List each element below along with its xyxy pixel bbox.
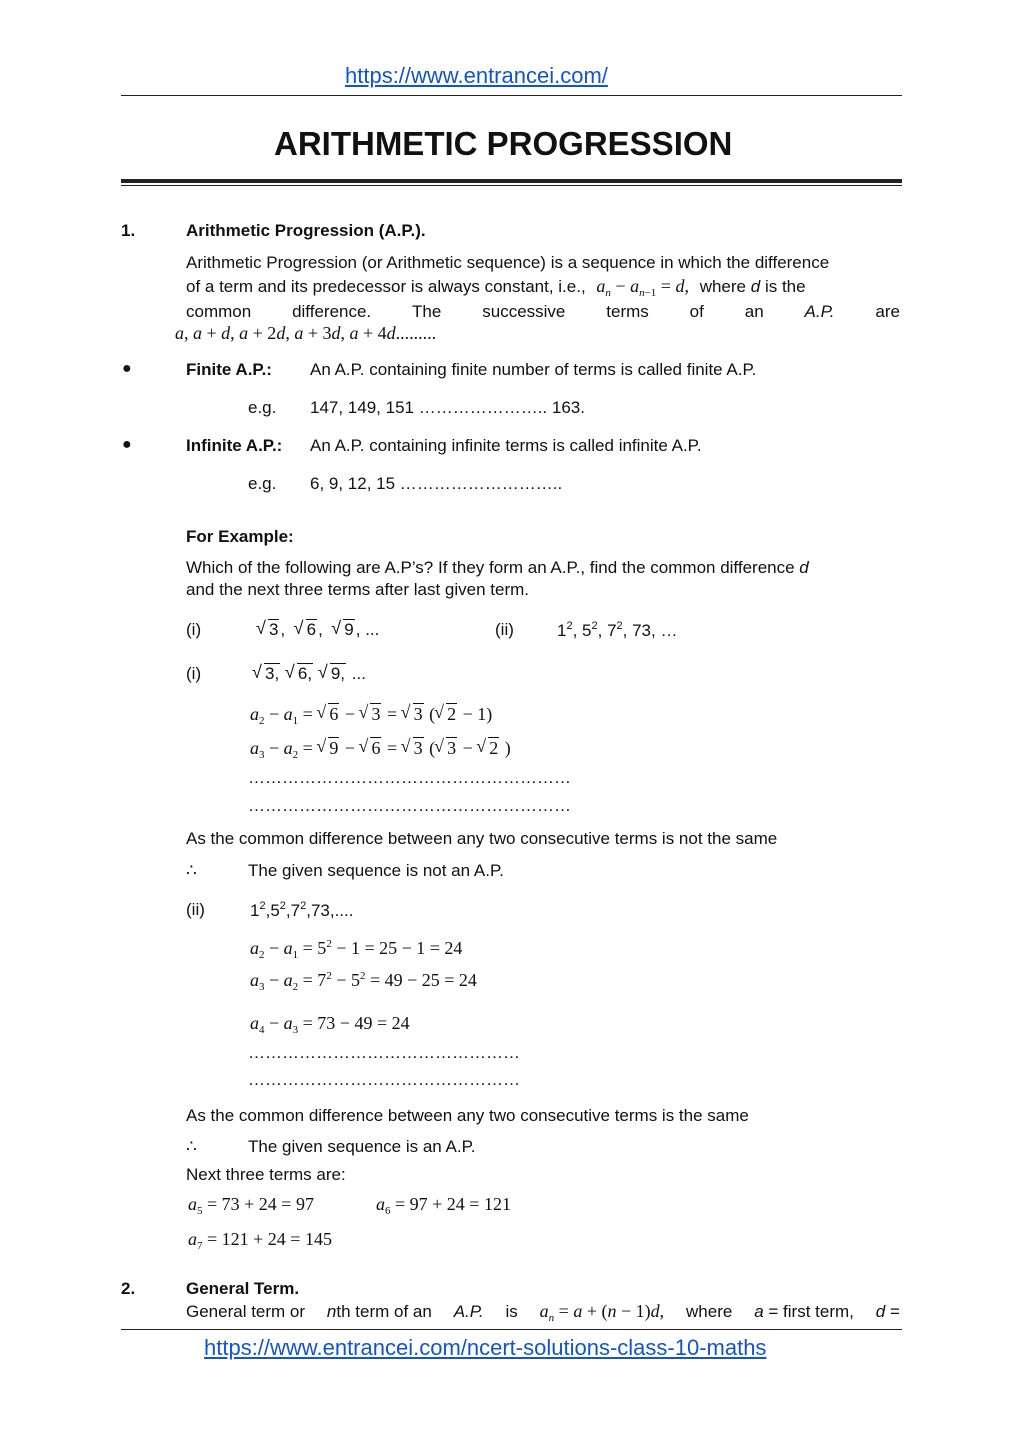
question-line: and the next three terms after last given term.	[186, 580, 529, 599]
equation: $a_6 = 97 + 24 = 121$	[376, 1194, 511, 1217]
finite-example: 147, 149, 151 ………………….. 163.	[310, 398, 585, 417]
dots: …………………………………………	[248, 1043, 520, 1062]
sequence-i: √ 3, √ 6, √ 9, ...	[253, 664, 366, 684]
general-term-line: General term or nth term of an A.P. is $a_n = a + (n - 1)d$, where a = first term, d =	[186, 1301, 900, 1324]
page-title: ARITHMETIC PROGRESSION	[274, 125, 733, 162]
finite-label: Finite A.P.:	[186, 360, 272, 379]
sequence-formula: a, a + d, a + 2d, a + 3d, a + 4d.........	[175, 323, 437, 343]
equation: $a_5 = 73 + 24 = 97$	[188, 1194, 314, 1217]
bullet-icon: ●	[122, 360, 132, 377]
title-rule-thin	[121, 185, 902, 186]
definition-line: common difference. The successive terms of an A.P. are	[186, 302, 900, 321]
header-url[interactable]: https://www.entrancei.com/	[345, 63, 608, 88]
sequence-ii: $1^2,5^2,7^2,73$,....	[250, 900, 354, 920]
label-ii: (ii)	[186, 900, 205, 919]
equation: $a_7 = 121 + 24 = 145$	[188, 1229, 332, 1252]
definition-line: Arithmetic Progression (or Arithmetic sequence) is a sequence in which the difference	[186, 253, 830, 272]
infinite-label: Infinite A.P.:	[186, 436, 283, 455]
sequence-ii: $1^2$, $5^2$, $7^2$, 73, …	[557, 620, 678, 640]
example-heading: For Example:	[186, 527, 294, 546]
therefore-icon: ∴	[186, 1137, 197, 1156]
label-ii: (ii)	[495, 620, 514, 639]
dots: …………………………………………	[248, 1070, 520, 1089]
conclusion: As the common difference between any two consecutive terms is not the same	[186, 829, 778, 848]
equation: $a_4 - a_3 = 73 - 49 = 24$	[250, 1013, 410, 1036]
equation: $a_3 - a_2$ = √ 9 − √ 6 = √ 3 (√ 3 − √ 2 )	[250, 738, 511, 761]
label-i: (i)	[186, 620, 202, 639]
sequence-i: √ 3 , √ 6 , √ 9 , ...	[257, 620, 379, 640]
conclusion: The given sequence is not an A.P.	[248, 861, 504, 880]
bullet-icon: ●	[122, 436, 132, 453]
equation: $a_2 - a_1 = 5^2 - 1 = 25 - 1 = 24$	[250, 938, 463, 961]
conclusion: As the common difference between any two consecutive terms is the same	[186, 1106, 749, 1125]
eg-label: e.g.	[248, 474, 277, 493]
therefore-icon: ∴	[186, 861, 197, 880]
equation: $a_3 - a_2 = 7^2 - 5^2 = 49 - 25 = 24$	[250, 970, 477, 993]
eg-label: e.g.	[248, 398, 277, 417]
conclusion: The given sequence is an A.P.	[248, 1137, 476, 1156]
finite-text: An A.P. containing finite number of terms is called finite A.P.	[310, 360, 757, 379]
label-i: (i)	[186, 664, 202, 683]
section-number: 2.	[121, 1279, 136, 1298]
footer-url[interactable]: https://www.entrancei.com/ncert-solutions-class-10-maths	[204, 1335, 767, 1360]
equation: $a_2 - a_1$ = √ 6 − √ 3 = √ 3 (√ 2 − 1)	[250, 704, 492, 727]
header-rule	[121, 95, 902, 96]
question-line: Which of the following are A.P’s? If they form an A.P., find the common difference d	[186, 558, 809, 577]
next-terms-label: Next three terms are:	[186, 1165, 346, 1184]
infinite-text: An A.P. containing infinite terms is called infinite A.P.	[310, 436, 702, 455]
dots: …………………………………………………	[248, 768, 571, 787]
section-heading: Arithmetic Progression (A.P.).	[186, 221, 426, 240]
definition-line: of a term and its predecessor is always constant, i.e., $a_n - a_{n-1} = d$, where d is the	[186, 276, 806, 299]
dots: …………………………………………………	[248, 796, 571, 815]
title-rule-thick	[121, 179, 902, 183]
infinite-example: 6, 9, 12, 15 ………………………..	[310, 474, 563, 493]
section-heading: General Term.	[186, 1279, 300, 1298]
section-number: 1.	[121, 221, 136, 240]
footer-rule	[121, 1329, 902, 1330]
